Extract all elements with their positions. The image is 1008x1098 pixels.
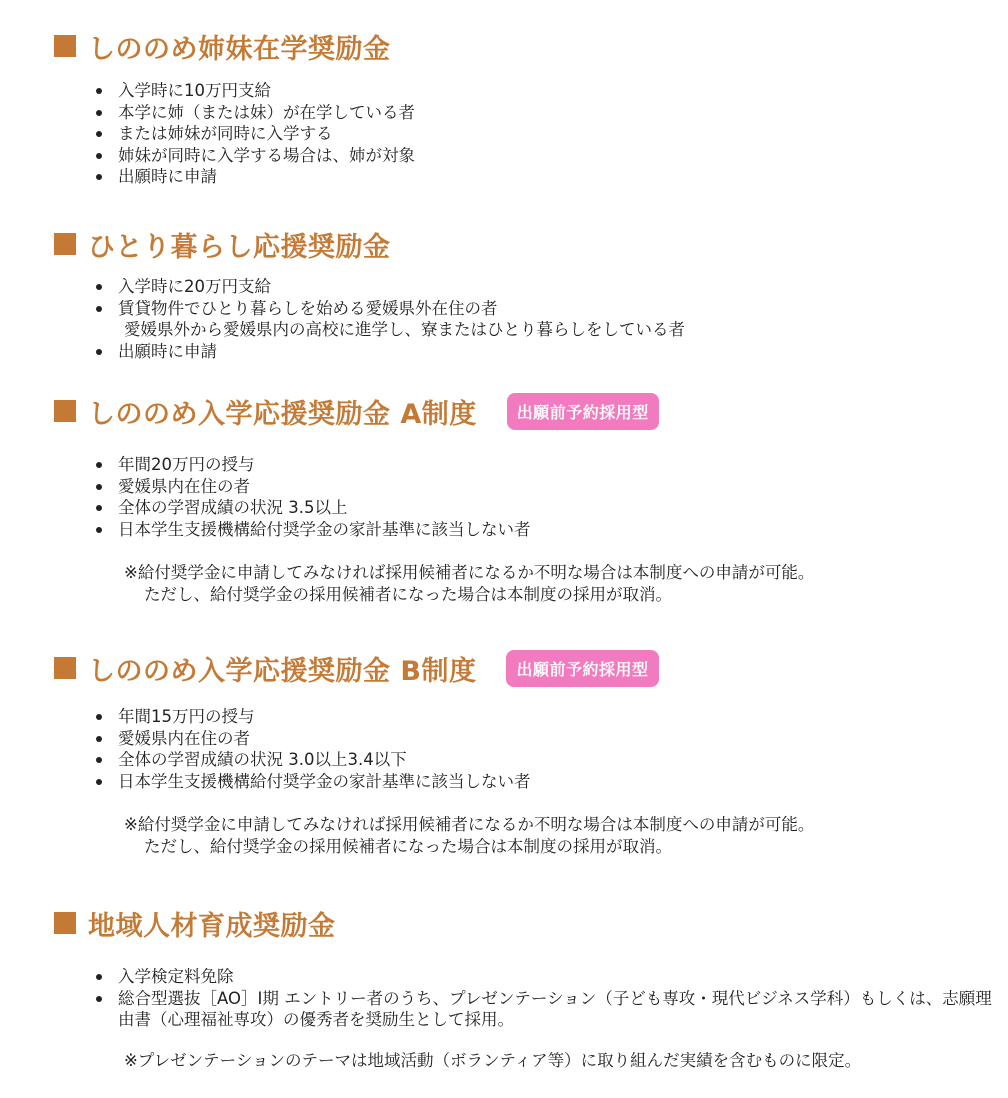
regional-list [0, 966, 998, 1031]
note: ※給付奨学金に申請してみなければ採用候補者になるか不明な場合は本制度への申請が可能。 ただし、給付奨学金の採用候補者になった場合は本制度の採用が取消。 [124, 563, 815, 604]
list-item: 愛媛県内在住の者 [0, 476, 531, 498]
list-item: 本学に姉（または妹）が在学している者 [0, 102, 415, 124]
list-item: 賃貸物件でひとり暮らしを始める愛媛県外在住の者 [0, 298, 685, 320]
list-item: 出願時に申請 [0, 166, 415, 188]
square-bullet-icon [54, 35, 76, 57]
square-bullet-icon [54, 657, 76, 679]
note: ※給付奨学金に申請してみなければ採用候補者になるか不明な場合は本制度への申請が可能。 ただし、給付奨学金の採用候補者になった場合は本制度の採用が取消。 [124, 815, 815, 856]
list-item: 年間15万円の授与 [0, 706, 531, 728]
list-item: 全体の学習成績の状況 3.5以上 [0, 497, 531, 519]
list-item: 日本学生支援機構給付奨学金の家計基準に該当しない者 [0, 519, 531, 541]
section-heading-entrance-b: しののめ入学応援奨励金 B制度 出願前予約採用型 [54, 648, 659, 688]
list-item: 愛媛県内在住の者 [0, 728, 531, 750]
living-alone-list [0, 276, 685, 362]
list-item: 入学検定料免除 [0, 966, 998, 988]
status-badge: 出願前予約採用型 [507, 393, 659, 430]
list-item: 総合型選抜［AO］Ⅰ期 エントリー者のうち、プレゼンテーション（子ども専攻・現代ビジネス学科）もしくは、志願理由書（心理福祉専攻）の優秀者を奨励生として採用。 [0, 988, 998, 1031]
section-heading-sister: しののめ姉妹在学奨励金 [54, 26, 391, 66]
list-item: 全体の学習成績の状況 3.0以上3.4以下 [0, 749, 531, 771]
status-badge: 出願前予約採用型 [506, 650, 658, 687]
sister-list [0, 80, 415, 188]
list-item: 入学時に10万円支給 [0, 80, 415, 102]
list-item: 年間20万円の授与 [0, 454, 531, 476]
list-item: 入学時に20万円支給 [0, 276, 685, 298]
section-heading-regional: 地域人材育成奨励金 [54, 903, 336, 943]
note: ※プレゼンテーションのテーマは地域活動（ボランティア等）に取り組んだ実績を含むものに限定。 [124, 1051, 862, 1070]
square-bullet-icon [54, 400, 76, 422]
section-heading-entrance-a: しののめ入学応援奨励金 A制度 出願前予約採用型 [54, 391, 659, 431]
list-item: または姉妹が同時に入学する [0, 123, 415, 145]
section-heading-living-alone: ひとり暮らし応援奨励金 [54, 224, 391, 264]
list-item: 姉妹が同時に入学する場合は、姉が対象 [0, 145, 415, 167]
square-bullet-icon [54, 233, 76, 255]
list-item: 日本学生支援機構給付奨学金の家計基準に該当しない者 [0, 771, 531, 793]
list-item: 出願時に申請 [0, 341, 685, 363]
entrance-a-list [0, 454, 531, 540]
list-item-continuation: 愛媛県外から愛媛県内の高校に進学し、寮またはひとり暮らしをしている者 [124, 320, 685, 339]
square-bullet-icon [54, 912, 76, 934]
entrance-b-list [0, 706, 531, 792]
